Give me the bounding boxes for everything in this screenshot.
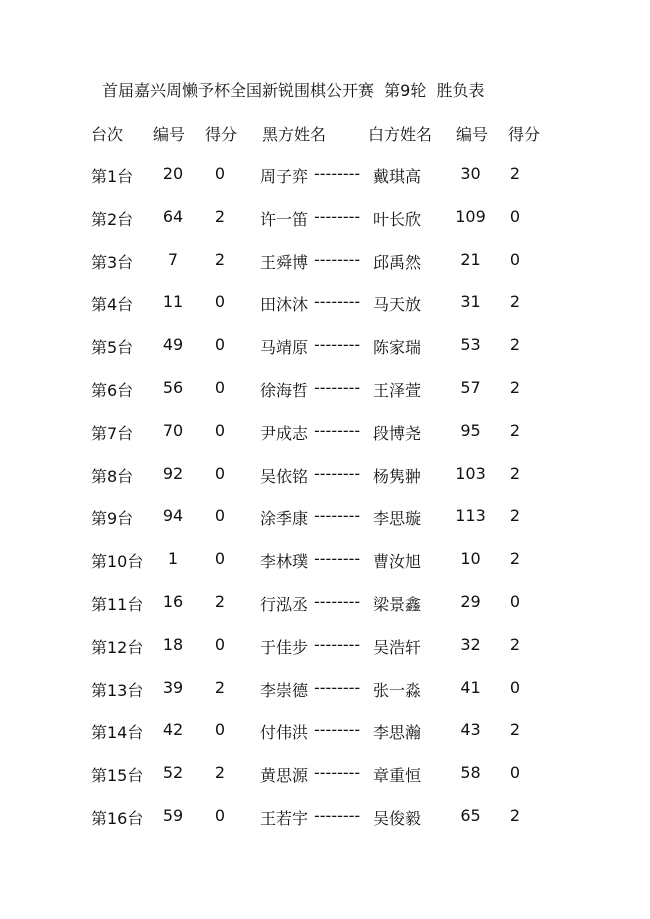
white-number: 53: [460, 335, 481, 354]
table-number: 第5台: [91, 338, 134, 357]
white-number: 109: [455, 207, 486, 226]
black-number: 16: [162, 592, 184, 611]
white-name: 张一淼: [373, 681, 422, 700]
table-row: [0, 635, 650, 657]
table-row: [0, 763, 650, 785]
table-header: [0, 122, 650, 142]
white-score: 2: [509, 720, 521, 739]
white-name: 王泽萱: [373, 381, 422, 400]
white-score: 0: [509, 592, 521, 611]
table-number: 第16台: [91, 809, 144, 828]
table-row: [0, 421, 650, 443]
black-score: 2: [214, 592, 226, 611]
black-score: 0: [214, 292, 226, 311]
white-name: 叶长欣: [373, 210, 422, 229]
table-number: 第14台: [91, 723, 144, 742]
table-number: 第4台: [91, 295, 134, 314]
white-score: 2: [509, 549, 521, 568]
white-number: 41: [460, 678, 481, 697]
black-name: 涂季康: [259, 509, 308, 528]
separator: --------: [314, 292, 361, 311]
black-score: 0: [214, 806, 226, 825]
black-name: 行泓丞: [259, 595, 308, 614]
white-score: 0: [509, 678, 521, 697]
black-score: 0: [214, 164, 226, 183]
black-number: 39: [162, 678, 184, 697]
black-number: 64: [162, 207, 184, 226]
table-number: 第10台: [91, 552, 144, 571]
separator: --------: [314, 335, 361, 354]
white-number: 30: [460, 164, 481, 183]
black-number: 49: [162, 335, 184, 354]
white-number: 65: [460, 806, 481, 825]
table-number: 第9台: [91, 509, 134, 528]
table-number: 第3台: [91, 253, 134, 272]
black-name: 许一笛: [259, 210, 308, 229]
header-white-number: 编号: [456, 125, 489, 144]
table-number: 第11台: [91, 595, 144, 614]
white-score: 0: [509, 207, 521, 226]
separator: --------: [314, 806, 361, 825]
separator: --------: [314, 506, 361, 525]
black-score: 0: [214, 635, 226, 654]
header-table: 台次: [91, 125, 124, 144]
white-name: 马天放: [373, 295, 422, 314]
black-number: 11: [162, 292, 184, 311]
table-row: [0, 549, 650, 571]
black-name: 李林璞: [259, 552, 308, 571]
black-number: 59: [162, 806, 184, 825]
black-score: 2: [214, 763, 226, 782]
black-score: 0: [214, 549, 226, 568]
white-number: 29: [460, 592, 481, 611]
white-score: 2: [509, 635, 521, 654]
table-row: [0, 678, 650, 700]
black-name: 王舜博: [259, 253, 308, 272]
separator: --------: [314, 549, 361, 568]
white-name: 段博尧: [373, 424, 422, 443]
table-row: [0, 464, 650, 486]
white-score: 2: [509, 421, 521, 440]
separator: --------: [314, 720, 361, 739]
black-name: 马靖原: [259, 338, 308, 357]
white-score: 2: [509, 292, 521, 311]
black-score: 0: [214, 464, 226, 483]
table-row: [0, 207, 650, 229]
black-number: 52: [162, 763, 184, 782]
table-number: 第15台: [91, 766, 144, 785]
white-name: 杨隽翀: [373, 467, 422, 486]
black-number: 1: [167, 549, 179, 568]
black-score: 2: [214, 207, 226, 226]
separator: --------: [314, 421, 361, 440]
black-name: 徐海哲: [259, 381, 308, 400]
black-number: 7: [167, 250, 179, 269]
white-number: 32: [460, 635, 481, 654]
white-number: 113: [455, 506, 486, 525]
black-score: 0: [214, 506, 226, 525]
black-score: 0: [214, 720, 226, 739]
white-number: 31: [460, 292, 481, 311]
table-number: 第12台: [91, 638, 144, 657]
white-name: 戴琪高: [373, 167, 422, 186]
black-name: 王若宇: [259, 809, 308, 828]
black-name: 李崇德: [259, 681, 308, 700]
header-black-name: 黑方姓名: [262, 125, 327, 144]
table-number: 第13台: [91, 681, 144, 700]
white-number: 43: [460, 720, 481, 739]
white-score: 2: [509, 335, 521, 354]
white-name: 吴俊毅: [373, 809, 422, 828]
black-score: 0: [214, 335, 226, 354]
white-name: 邱禹然: [373, 253, 422, 272]
white-number: 103: [455, 464, 486, 483]
table-row: [0, 292, 650, 314]
black-name: 尹成志: [259, 424, 308, 443]
white-name: 李思瀚: [373, 723, 422, 742]
white-number: 95: [460, 421, 481, 440]
table-number: 第2台: [91, 210, 134, 229]
white-score: 2: [509, 164, 521, 183]
white-number: 57: [460, 378, 481, 397]
black-name: 付伟洪: [259, 723, 308, 742]
separator: --------: [314, 678, 361, 697]
separator: --------: [314, 635, 361, 654]
header-black-number: 编号: [153, 125, 186, 144]
separator: --------: [314, 250, 361, 269]
white-score: 0: [509, 763, 521, 782]
black-score: 0: [214, 378, 226, 397]
white-score: 2: [509, 506, 521, 525]
black-score: 2: [214, 678, 226, 697]
separator: --------: [314, 378, 361, 397]
table-row: [0, 506, 650, 528]
black-name: 于佳步: [259, 638, 308, 657]
table-row: [0, 250, 650, 272]
black-name: 田沐沐: [259, 295, 308, 314]
separator: --------: [314, 207, 361, 226]
white-name: 陈家瑞: [373, 338, 422, 357]
black-name: 黄思源: [259, 766, 308, 785]
separator: --------: [314, 592, 361, 611]
table-row: [0, 806, 650, 828]
white-number: 21: [460, 250, 481, 269]
white-name: 曹汝旭: [373, 552, 422, 571]
separator: --------: [314, 164, 361, 183]
black-number: 94: [162, 506, 184, 525]
black-name: 吴依铭: [259, 467, 308, 486]
white-number: 58: [460, 763, 481, 782]
black-name: 周子弈: [259, 167, 308, 186]
table-row: [0, 592, 650, 614]
black-number: 20: [162, 164, 184, 183]
separator: --------: [314, 763, 361, 782]
white-name: 章重恒: [373, 766, 422, 785]
table-number: 第1台: [91, 167, 134, 186]
header-white-name: 白方姓名: [368, 125, 433, 144]
table-row: [0, 720, 650, 742]
white-score: 2: [509, 464, 521, 483]
black-number: 56: [162, 378, 184, 397]
table-number: 第8台: [91, 467, 134, 486]
black-score: 2: [214, 250, 226, 269]
white-name: 李思璇: [373, 509, 422, 528]
white-number: 10: [460, 549, 481, 568]
white-name: 吴浩轩: [373, 638, 422, 657]
black-number: 70: [162, 421, 184, 440]
table-row: [0, 335, 650, 357]
black-score: 0: [214, 421, 226, 440]
black-number: 42: [162, 720, 184, 739]
table-number: 第6台: [91, 381, 134, 400]
white-score: 2: [509, 806, 521, 825]
table-number: 第7台: [91, 424, 134, 443]
black-number: 18: [162, 635, 184, 654]
table-row: [0, 164, 650, 186]
black-number: 92: [162, 464, 184, 483]
header-black-score: 得分: [205, 125, 238, 144]
page-title: 首届嘉兴周懒予杯全国新锐围棋公开赛 第9轮 胜负表: [102, 81, 485, 100]
white-score: 2: [509, 378, 521, 397]
table-row: [0, 378, 650, 400]
white-name: 梁景鑫: [373, 595, 422, 614]
separator: --------: [314, 464, 361, 483]
white-score: 0: [509, 250, 521, 269]
header-white-score: 得分: [508, 125, 541, 144]
